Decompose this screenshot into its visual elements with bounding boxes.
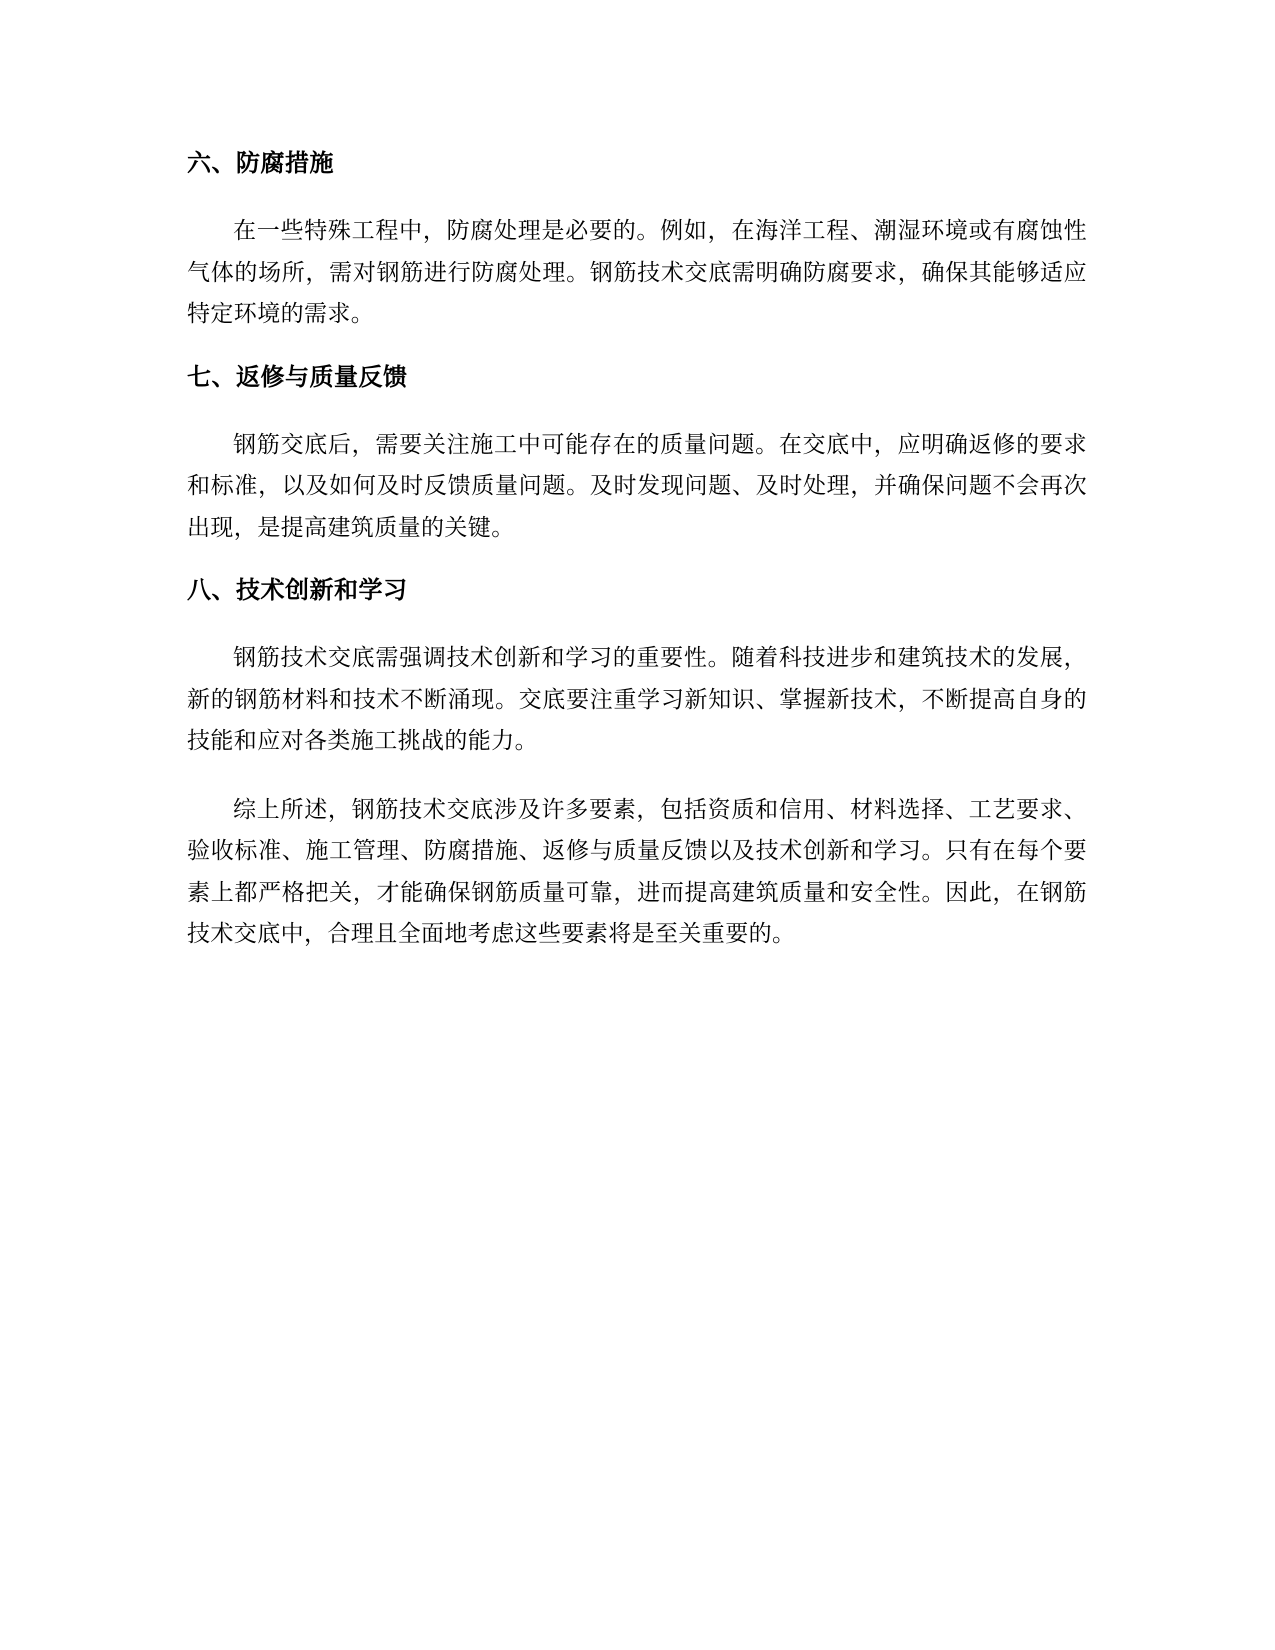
section-heading-anticorrosion: 六、防腐措施 xyxy=(187,149,334,177)
conclusion-paragraph: 综上所述，钢筋技术交底涉及许多要素，包括资质和信用、材料选择、工艺要求、验收标准、施工管理、防腐措施、返修与质量反馈以及技术创新和学习。只有在每个要素上都严格把关，才能确保钢筋质量可靠，进而提高建筑质量和安全性。因此，在钢筋技术交底中，合理且全面地考虑这些要素将是至关重要的。 xyxy=(187,796,1087,947)
section-paragraph-anticorrosion: 在一些特殊工程中，防腐处理是必要的。例如，在海洋工程、潮湿环境或有腐蚀性气体的场所，需对钢筋进行防腐处理。钢筋技术交底需明确防腐要求，确保其能够适应特定环境的需求。 xyxy=(187,218,1087,327)
section-heading-rework-feedback: 七、返修与质量反馈 xyxy=(187,362,408,391)
section-paragraph-innovation-learning: 钢筋技术交底需强调技术创新和学习的重要性。随着科技进步和建筑技术的发展，新的钢筋材料和技术不断涌现。交底要注重学习新知识、掌握新技术，不断提高自身的技能和应对各类施工挑战的能力。 xyxy=(187,645,1087,754)
section-paragraph-rework-feedback: 钢筋交底后，需要关注施工中可能存在的质量问题。在交底中，应明确返修的要求和标准，以及如何及时反馈质量问题。及时发现问题、及时处理，并确保问题不会再次出现，是提高建筑质量的关键。 xyxy=(187,431,1087,541)
section-heading-innovation-learning: 八、技术创新和学习 xyxy=(187,576,408,604)
document-body xyxy=(187,146,1087,956)
